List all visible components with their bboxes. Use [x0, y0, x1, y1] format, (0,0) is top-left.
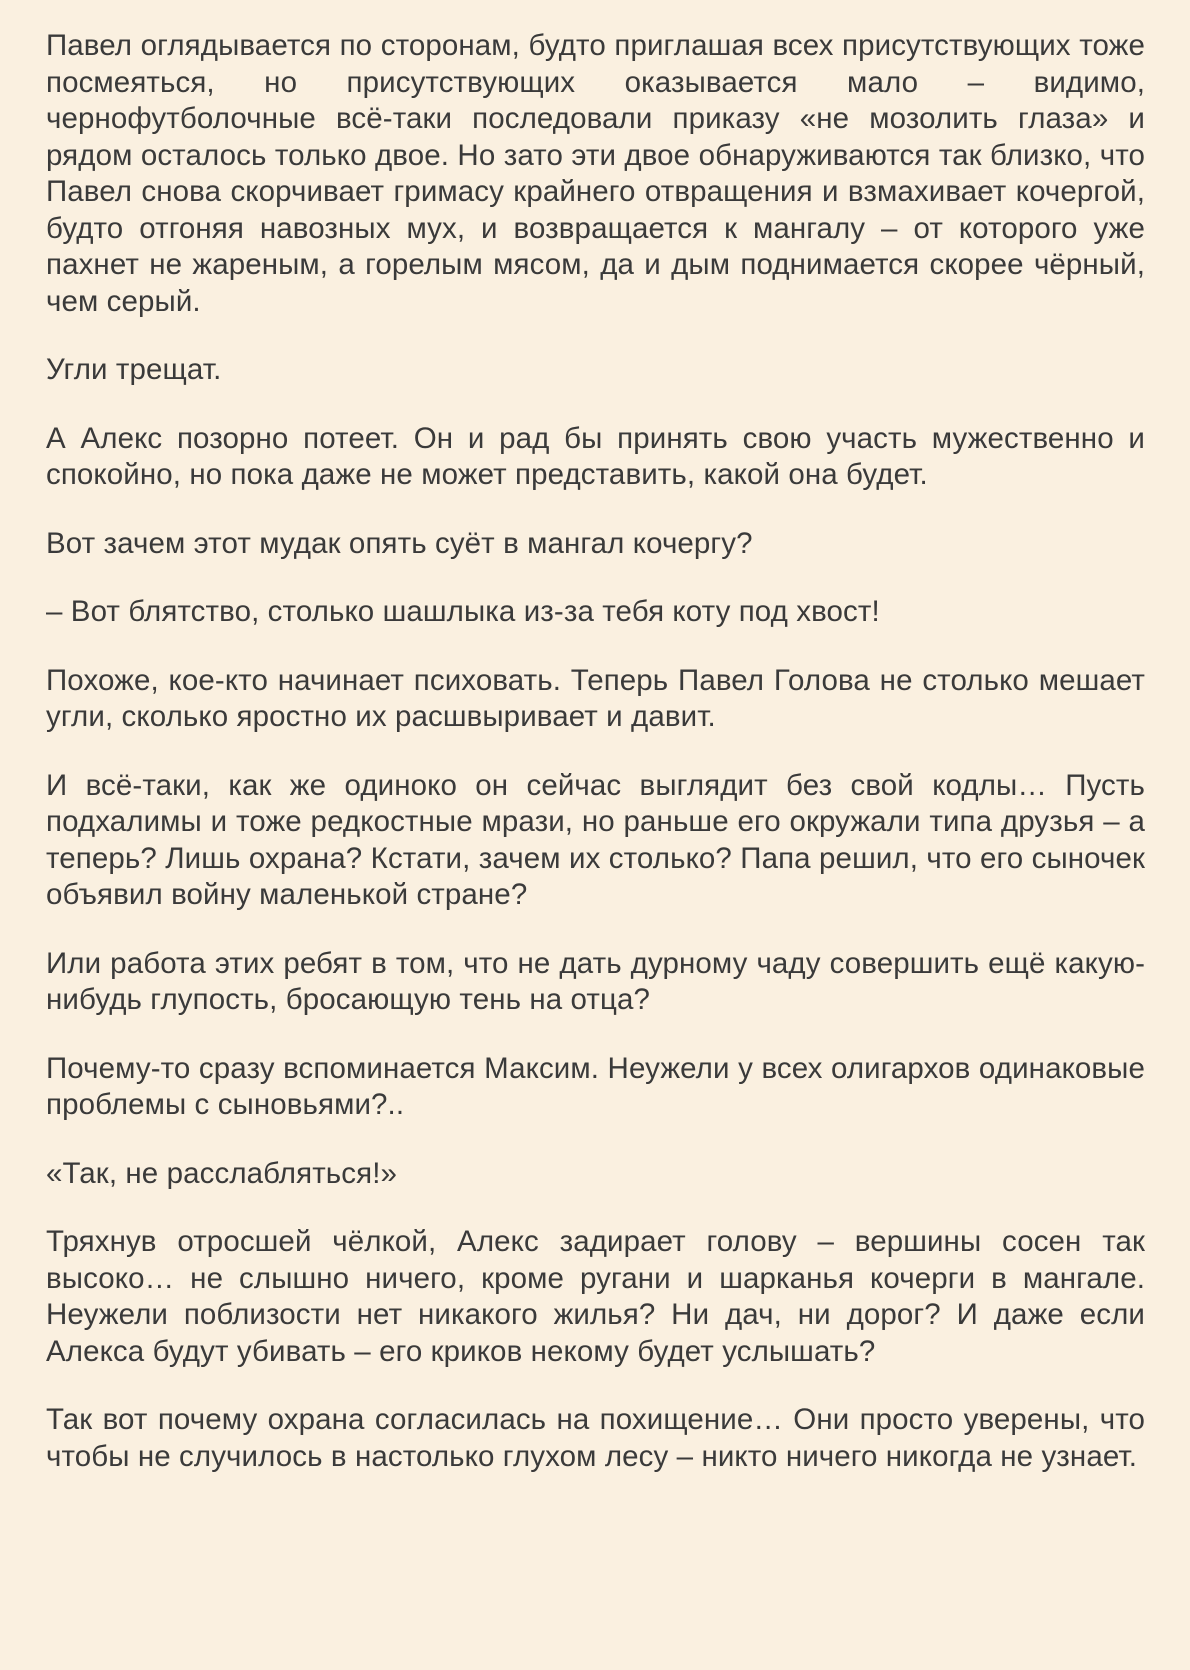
paragraph-4: Вот зачем этот мудак опять суёт в мангал кочергу?	[46, 526, 753, 560]
paragraph-11: Тряхнув отросшей чёлкой, Алекс задирает голову – вершины сосен так высоко… не слышно ничего, кроме ругани и шарканья кочерги в мангале. Неужели поблизости нет никакого жилья? Ни дач, ни дорог? И даже если Алекса будут убивать – его криков некому будет услышать?	[46, 1225, 1145, 1368]
paragraph-1: Павел оглядывается по сторонам, будто приглашая всех присутствующих тоже посмеяться, но присутствующих оказывается мало – видимо, чернофутболочные всё-таки последовали приказу «не мозолить глаза» и рядом осталось только двое. Но зато эти двое обнаруживаются так близко, что Павел снова скорчивает гримасу крайнего отвращения и взмахивает кочергой, будто отгоняя навозных мух, и возвращается к мангалу – от которого уже пахнет не жареным, а горелым мясом, да и дым поднимается скорее чёрный, чем серый.	[46, 29, 1145, 318]
paragraph-8: Или работа этих ребят в том, что не дать дурному чаду совершить ещё какую-нибудь глупость, бросающую тень на отца?	[46, 946, 1145, 1016]
paragraph-6: Похоже, кое-кто начинает психовать. Теперь Павел Голова не столько мешает угли, сколько яростно их расшвыривает и давит.	[46, 663, 1145, 733]
paragraph-5: – Вот блятство, столько шашлыка из-за тебя коту под хвост!	[46, 595, 880, 628]
paragraph-12: Так вот почему охрана согласилась на похищение… Они просто уверены, что чтобы не случилось в настолько глухом лесу – никто ничего никогда не узнает.	[46, 1403, 1145, 1473]
paragraph-9: Почему-то сразу вспоминается Максим. Неужели у всех олигархов одинаковые проблемы с сыновьями?..	[46, 1051, 1145, 1121]
paragraph-7: И всё-таки, как же одиноко он сейчас выглядит без свой кодлы… Пусть подхалимы и тоже редкостные мрази, но раньше его окружали типа друзья – а теперь? Лишь охрана? Кстати, зачем их столько? Папа решил, что его сыночек объявил войну маленькой стране?	[46, 768, 1145, 911]
paragraph-10: «Так, не расслабляться!»	[46, 1156, 397, 1190]
paragraph-3: А Алекс позорно потеет. Он и рад бы принять свою участь мужественно и спокойно, но пока даже не может представить, какой она будет.	[46, 421, 1145, 491]
paragraph-2: Угли трещат.	[46, 353, 222, 386]
